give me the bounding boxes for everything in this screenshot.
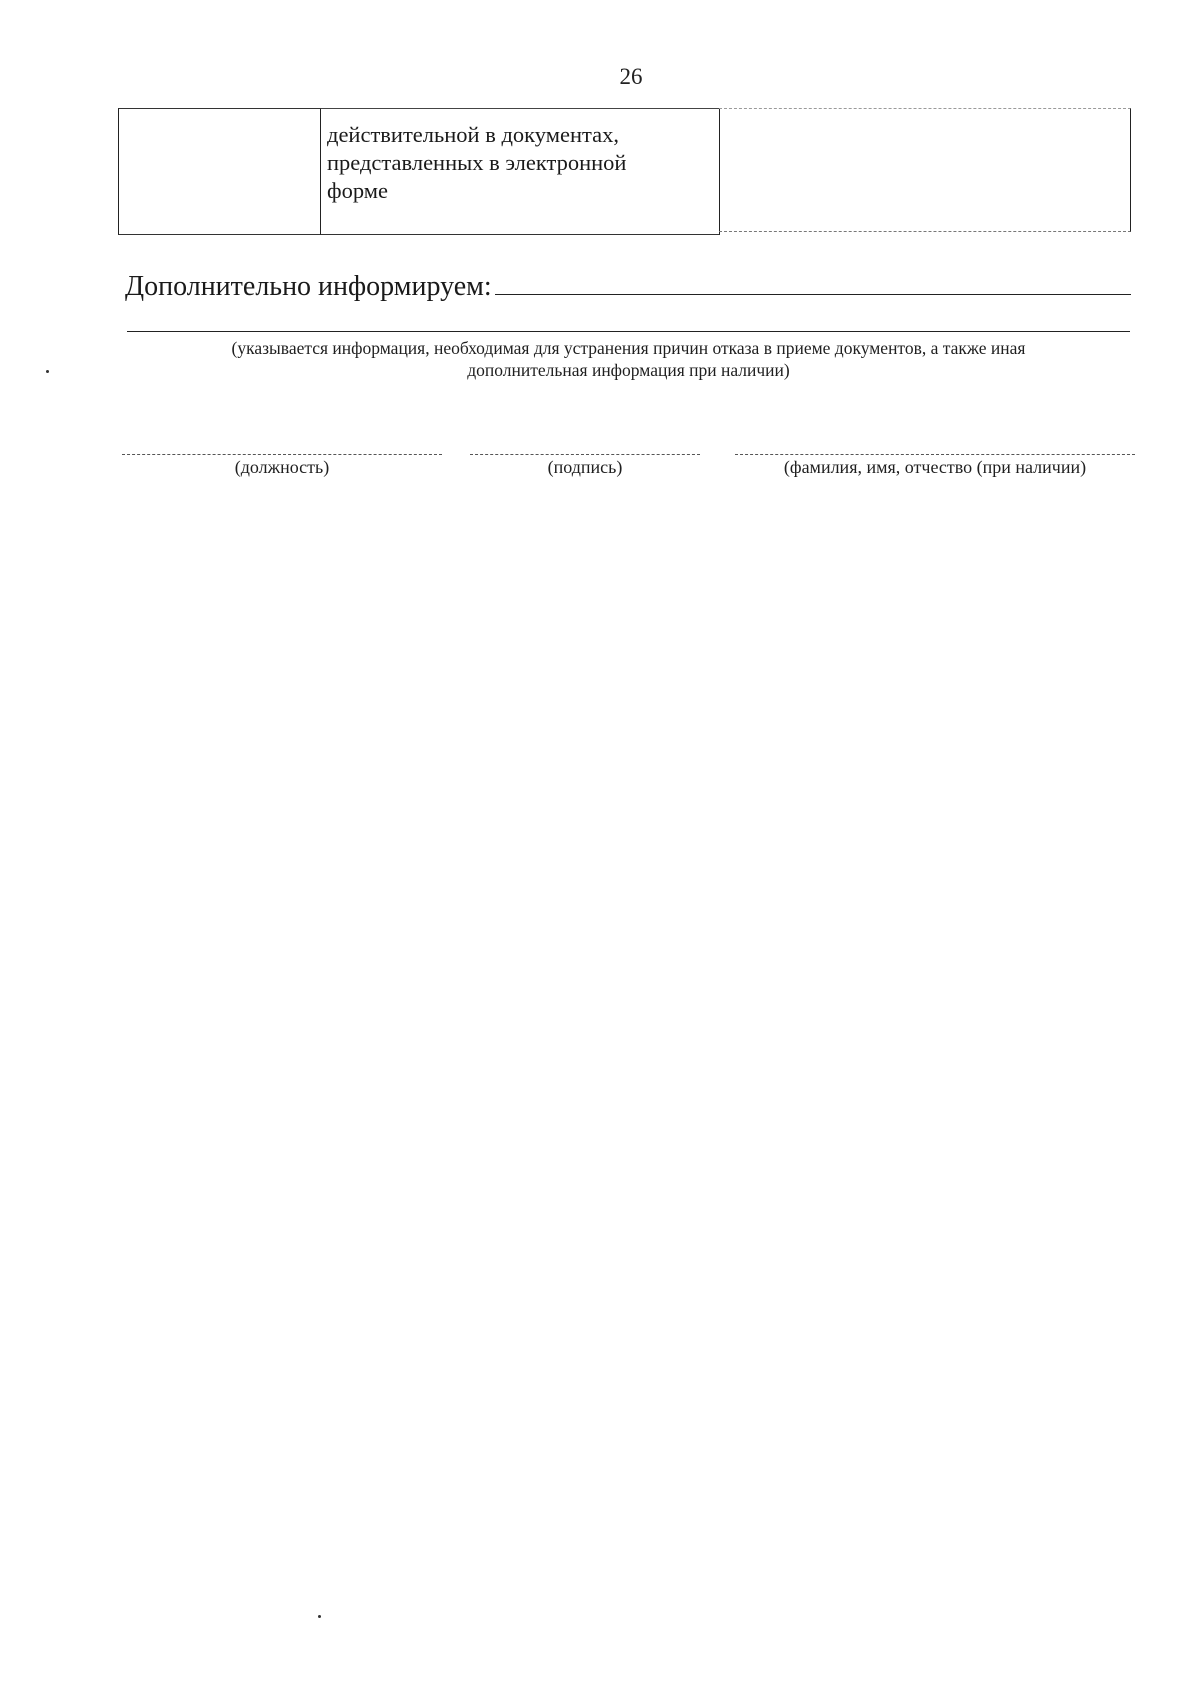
hint-line: (указывается информация, необходимая для устранения причин отказа в приеме документов, а также иная: [231, 338, 1026, 358]
additional-info-second-line: [127, 331, 1130, 332]
position-signature-line: [122, 454, 442, 455]
scan-speck: [46, 370, 49, 373]
document-table: [118, 108, 1131, 236]
description-line: форме: [327, 178, 388, 203]
signature-line: [470, 454, 700, 455]
table-cell-description: [320, 108, 720, 235]
additional-info-label: Дополнительно информируем:: [125, 271, 492, 302]
table-cell-first: [118, 108, 321, 235]
description-line: действительной в документах,: [327, 122, 619, 147]
additional-info-hint: [127, 337, 1130, 381]
additional-info-fill-line: [495, 268, 1131, 295]
page-number: 26: [619, 64, 643, 89]
full-name-signature-line: [735, 454, 1135, 455]
additional-info-line: [125, 268, 1131, 303]
full-name-caption: (фамилия, имя, отчество (при наличии): [783, 457, 1087, 477]
position-caption: (должность): [234, 457, 330, 477]
scan-speck: [318, 1615, 321, 1618]
table-cell-third: [719, 108, 1131, 232]
signature-caption: (подпись): [547, 457, 623, 477]
hint-line: дополнительная информация при наличии): [467, 360, 790, 380]
description-line: представленных в электронной: [327, 150, 627, 175]
